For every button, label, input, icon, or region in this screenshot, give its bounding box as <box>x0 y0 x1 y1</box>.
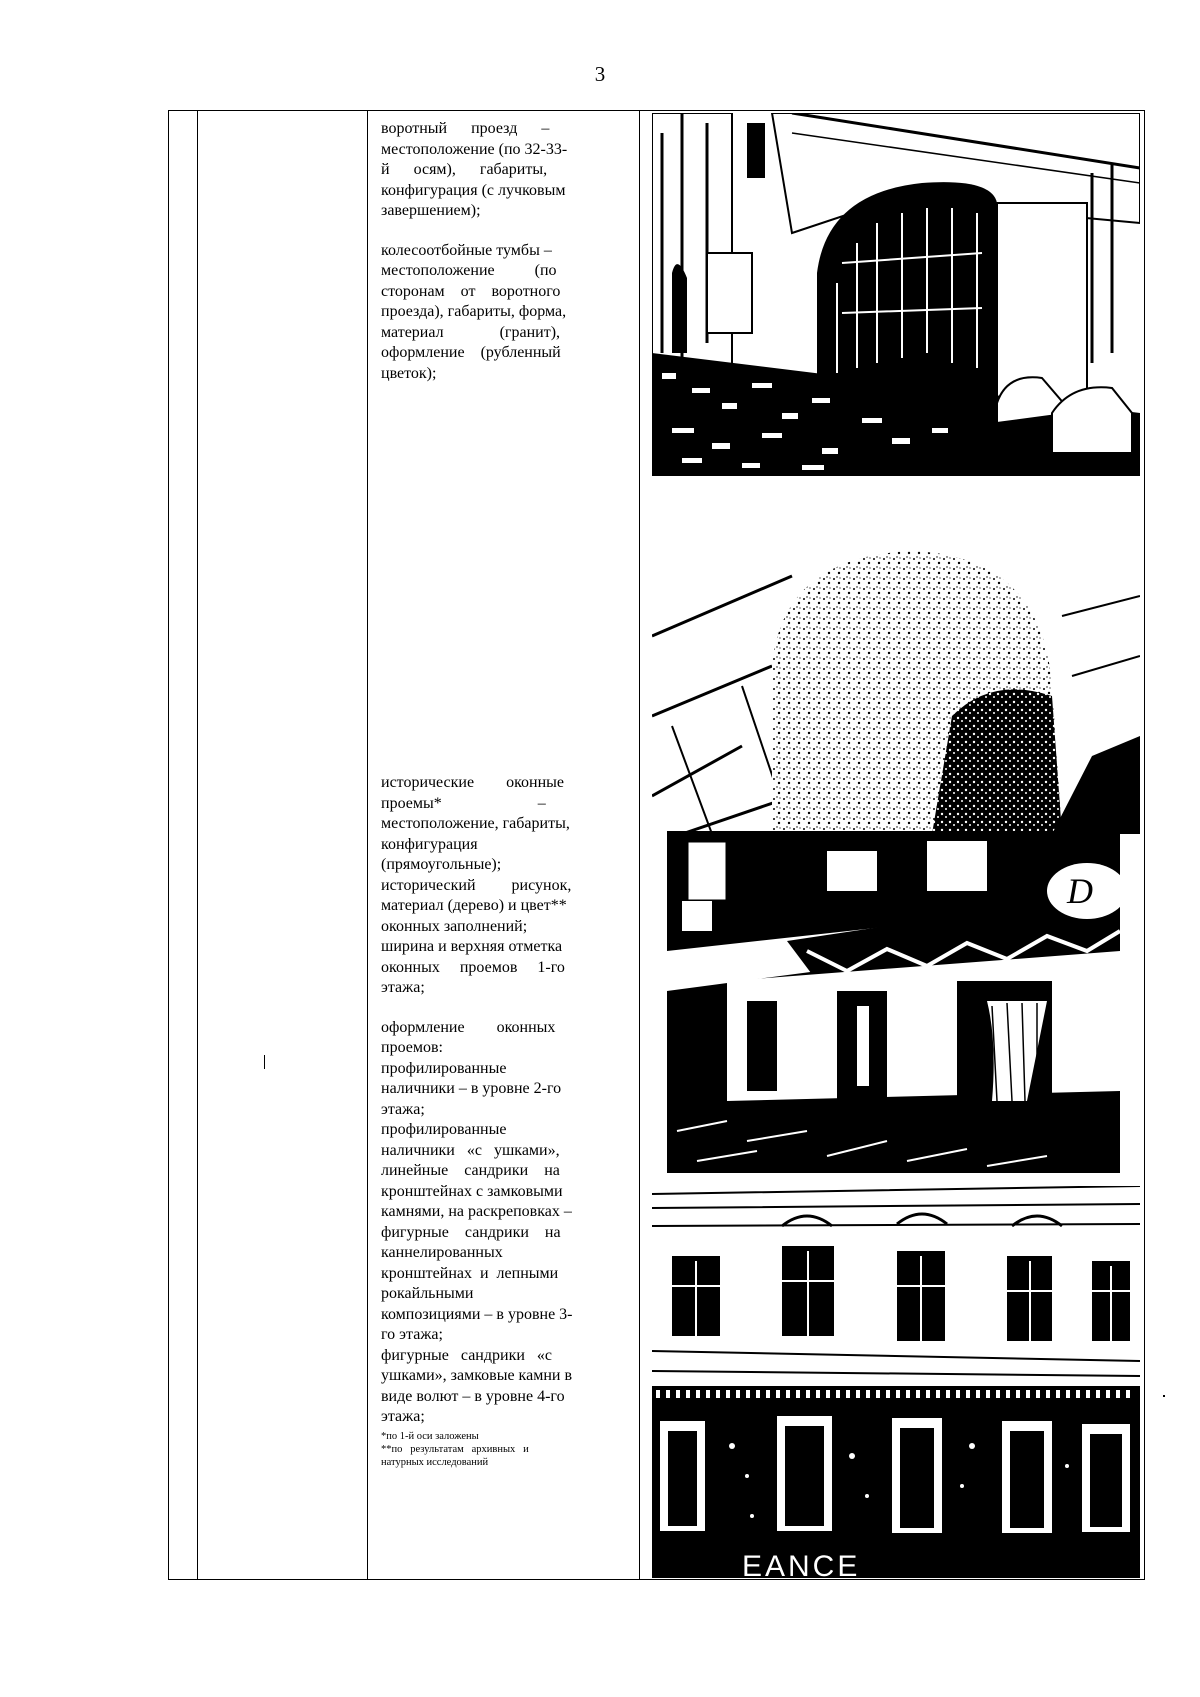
ground-floor-photo <box>667 831 1120 1173</box>
entry-gate: воротный проезд – местоположение (по 32-33- й осям), габариты, конфигурация (с лучковым завершением); <box>381 120 568 219</box>
table-divider-3 <box>639 111 640 1579</box>
footnote-1: *по 1-й оси заложены <box>381 1430 479 1442</box>
footnote-2: **по результатам архивных и натурных исследований <box>381 1443 529 1468</box>
entry-windows: исторические оконные проемы* – местоположение, габариты, конфигурация (прямоугольные); исторический рисунок, материал (дерево) и цвет** оконных заполнений; ширина и верхняя отметка оконных проемов 1-го этажа; <box>381 774 572 996</box>
description-column-lower <box>381 773 625 1469</box>
object-table <box>168 110 1145 1580</box>
entry-bollards: колесоотбойные тумбы – местоположение (по сторонам от воротного проезда), габариты, форма, материал (гранит), оформление (рубленный цветок); <box>381 241 567 382</box>
shop-sign-letter: D <box>1067 871 1093 911</box>
archway-photo-icon <box>652 113 1140 476</box>
page-number: 3 <box>594 62 606 86</box>
table-divider-1 <box>197 111 198 1579</box>
scan-dot <box>1163 1395 1165 1397</box>
description-column <box>381 119 625 384</box>
gate-photo <box>652 113 1140 476</box>
scan-mark <box>264 1055 265 1069</box>
table-divider-2 <box>367 111 368 1579</box>
facade-windows-photo-icon <box>652 1186 1140 1578</box>
entry-window-decor: оформление оконных проемов: профилированные наличники – в уровне 2-го этажа; профилированные наличники «с ушками», линейные сандрики на кронштейнах с замковыми камнями, на раскреповках – фигурные сандрики на каннелированных кронштейнах и лепными рокайльными композициями – в уровне 3- го этажа; фигурные сандрики «с ушками», замковые камни в виде волют – в уровне 4-го этажа; <box>381 1018 573 1425</box>
storefront-photo-icon <box>667 831 1120 1173</box>
granite-bollard-photo-icon <box>652 516 1140 834</box>
facade-photo <box>652 1186 1140 1578</box>
bollard-photo <box>652 516 1140 834</box>
shop-sign-text: ЕАNCE <box>742 1550 861 1578</box>
